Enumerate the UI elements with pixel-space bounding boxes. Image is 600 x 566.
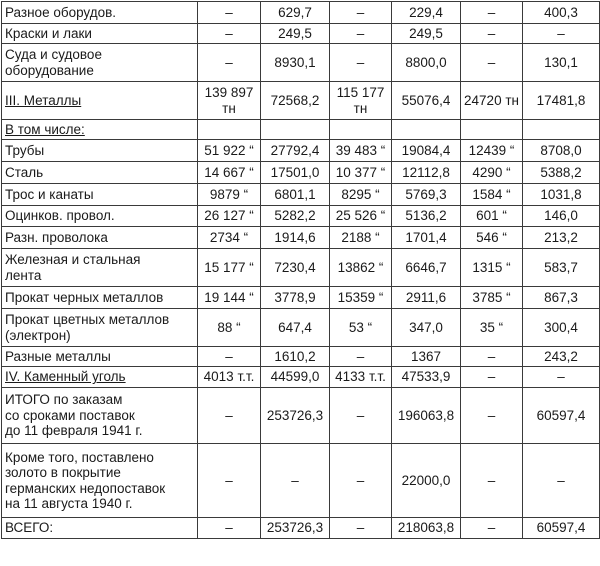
- quantity-cell: [461, 518, 523, 539]
- value-cell: [523, 287, 600, 309]
- quantity-value: –: [487, 407, 496, 423]
- value-cell: [523, 206, 600, 227]
- quantity-cell: [461, 309, 523, 347]
- quantity-value: –: [356, 54, 365, 70]
- quantity-cell: [461, 287, 523, 309]
- item-name-cell: [2, 367, 198, 388]
- quantity-cell: [330, 518, 392, 539]
- item-name: Суда и судовое оборудование: [5, 47, 102, 78]
- item-name: Трубы: [5, 142, 45, 158]
- value-cell: [523, 518, 600, 539]
- item-name-cell: [2, 388, 198, 444]
- quantity-cell: [330, 24, 392, 44]
- value-cell: [523, 444, 600, 518]
- value-cell: [261, 347, 330, 367]
- quantity-cell: [198, 82, 261, 120]
- item-name-cell: [2, 44, 198, 82]
- amount-value: 60597,4: [536, 407, 586, 423]
- quantity-cell: [198, 120, 261, 140]
- value-cell: [523, 367, 600, 388]
- table-row: [2, 44, 600, 82]
- item-name: ВСЕГО:: [5, 520, 54, 536]
- quantity-value: 15359 “: [337, 289, 384, 305]
- quantity-value: 10 377 “: [335, 164, 386, 180]
- value-cell: [392, 82, 461, 120]
- value-cell: [392, 120, 461, 140]
- item-name-cell: [2, 249, 198, 287]
- quantity-cell: [198, 184, 261, 206]
- quantity-value: 4133 т.т.: [335, 369, 386, 385]
- value-cell: [261, 287, 330, 309]
- quantity-value: –: [225, 520, 233, 536]
- table-row: [2, 367, 600, 388]
- quantity-value: 13862 “: [337, 259, 384, 275]
- amount-value: 583,7: [544, 259, 578, 275]
- quantity-value: 25 526 “: [335, 208, 386, 224]
- value-cell: [392, 309, 461, 347]
- value-cell: [523, 24, 600, 44]
- quantity-cell: [330, 206, 392, 227]
- value-cell: [523, 184, 600, 206]
- quantity-cell: [330, 227, 392, 249]
- amount-value: 300,4: [544, 319, 578, 335]
- value-cell: [261, 227, 330, 249]
- value-cell: [261, 162, 330, 184]
- item-name: Разные металлы: [5, 348, 111, 364]
- table-row: [2, 24, 600, 44]
- value-cell: [392, 249, 461, 287]
- quantity-value: 601 “: [476, 208, 507, 224]
- quantity-cell: [330, 309, 392, 347]
- value-cell: [523, 309, 600, 347]
- value-cell: [261, 518, 330, 539]
- item-name: Разное оборудов.: [5, 4, 117, 20]
- quantity-cell: [198, 347, 261, 367]
- amount-value: 249,5: [409, 25, 443, 41]
- quantity-value: –: [487, 348, 496, 364]
- quantity-value: 35 “: [479, 319, 504, 335]
- amount-value: 400,3: [544, 4, 578, 20]
- table-body: [2, 2, 600, 539]
- quantity-value: 2188 “: [341, 229, 380, 245]
- quantity-value: 1584 “: [472, 186, 511, 202]
- amount-value: 17501,0: [270, 164, 320, 180]
- item-name: Трос и канаты: [5, 186, 94, 202]
- amount-value: 12112,8: [402, 164, 450, 180]
- amount-value: 249,5: [278, 25, 312, 41]
- table-row: [2, 206, 600, 227]
- amount-value: 5388,2: [540, 164, 582, 180]
- quantity-value: –: [356, 348, 365, 364]
- amount-value: 1610,2: [274, 348, 316, 364]
- quantity-value: 9879 “: [209, 186, 249, 202]
- value-cell: [523, 347, 600, 367]
- amount-value: 5136,2: [405, 208, 447, 224]
- quantity-value: –: [225, 407, 233, 423]
- item-name-cell: [2, 518, 198, 539]
- quantity-cell: [461, 140, 523, 162]
- quantity-cell: [330, 347, 392, 367]
- item-name: ИТОГО по заказам со сроками поставок до 11 февраля 1941 г.: [5, 392, 143, 439]
- value-cell: [392, 444, 461, 518]
- quantity-cell: [198, 444, 261, 518]
- quantity-cell: [198, 2, 261, 24]
- quantity-value: 53 “: [348, 319, 373, 335]
- amount-value: 3778,9: [274, 289, 316, 305]
- value-cell: [523, 2, 600, 24]
- table-row: [2, 184, 600, 206]
- quantity-value: –: [225, 348, 233, 364]
- quantity-value: –: [487, 54, 496, 70]
- amount-value: 1701,4: [405, 229, 447, 245]
- amount-value: 8930,1: [274, 54, 316, 70]
- item-name: Железная и стальная лента: [5, 252, 141, 283]
- item-name: Прокат цветных металлов (электрон): [5, 312, 170, 343]
- item-name: В том числе:: [5, 121, 85, 137]
- quantity-value: 546 “: [476, 229, 507, 245]
- quantity-cell: [461, 249, 523, 287]
- amount-value: –: [557, 369, 565, 385]
- item-name-cell: [2, 82, 198, 120]
- quantity-value: 19 144 “: [204, 289, 254, 305]
- amount-value: 130,1: [544, 54, 578, 70]
- quantity-value: 3785 “: [472, 289, 511, 305]
- item-name: Прокат черных металлов: [5, 289, 164, 305]
- value-cell: [523, 162, 600, 184]
- quantity-cell: [198, 140, 261, 162]
- table-row: [2, 2, 600, 24]
- value-cell: [523, 249, 600, 287]
- value-cell: [261, 120, 330, 140]
- amount-value: 27792,4: [270, 142, 320, 158]
- quantity-value: –: [356, 407, 365, 423]
- amount-value: 6646,7: [405, 259, 447, 275]
- amount-value: 44599,0: [270, 369, 320, 385]
- amount-value: –: [291, 472, 299, 488]
- item-name-cell: [2, 184, 198, 206]
- quantity-cell: [461, 44, 523, 82]
- item-name: Кроме того, поставлено золото в покрытие германских недопоставок на 11 августа 1940 г.: [5, 449, 166, 511]
- quantity-value: –: [356, 520, 365, 536]
- quantity-cell: [198, 162, 261, 184]
- amount-value: 229,4: [409, 4, 443, 20]
- quantity-cell: [461, 367, 523, 388]
- amount-value: 55076,4: [401, 92, 451, 108]
- value-cell: [523, 388, 600, 444]
- amount-value: 17481,8: [536, 92, 586, 108]
- quantity-value: –: [487, 520, 496, 536]
- item-name-cell: [2, 347, 198, 367]
- quantity-value: –: [225, 4, 233, 20]
- quantity-value: –: [225, 25, 233, 41]
- value-cell: [523, 82, 600, 120]
- quantity-value: 26 127 “: [204, 208, 254, 224]
- table-row: [2, 120, 600, 140]
- value-cell: [392, 367, 461, 388]
- quantity-cell: [330, 120, 392, 140]
- value-cell: [392, 44, 461, 82]
- amount-value: 253726,3: [266, 520, 324, 536]
- amount-value: 196063,8: [397, 407, 455, 423]
- item-name-cell: [2, 2, 198, 24]
- quantity-value: 14 667 “: [204, 164, 254, 180]
- quantity-cell: [330, 444, 392, 518]
- quantity-cell: [198, 367, 261, 388]
- quantity-cell: [461, 82, 523, 120]
- quantity-cell: [461, 120, 523, 140]
- quantity-value: –: [225, 472, 233, 488]
- item-name: Краски и лаки: [5, 25, 92, 41]
- value-cell: [523, 227, 600, 249]
- value-cell: [392, 140, 461, 162]
- value-cell: [523, 44, 600, 82]
- quantity-value: 4290 “: [472, 164, 511, 180]
- quantity-cell: [330, 388, 392, 444]
- quantity-value: 1315 “: [472, 259, 511, 275]
- value-cell: [261, 24, 330, 44]
- amount-value: 8708,0: [540, 142, 582, 158]
- quantity-value: 51 922 “: [204, 142, 254, 158]
- value-cell: [261, 444, 330, 518]
- quantity-value: 115 177 тн: [336, 85, 385, 116]
- item-name: III. Металлы: [5, 92, 82, 108]
- quantity-value: 2734 “: [209, 229, 249, 245]
- quantity-cell: [330, 287, 392, 309]
- quantity-cell: [330, 162, 392, 184]
- amount-value: 22000,0: [401, 472, 451, 488]
- value-cell: [261, 2, 330, 24]
- quantity-value: –: [487, 4, 496, 20]
- amount-value: –: [557, 472, 565, 488]
- amount-value: 72568,2: [270, 92, 320, 108]
- amount-value: 7230,4: [274, 259, 316, 275]
- amount-value: 253726,3: [266, 407, 324, 423]
- table-row: [2, 162, 600, 184]
- item-name: Сталь: [5, 164, 44, 180]
- item-name-cell: [2, 206, 198, 227]
- amount-value: 5769,3: [405, 186, 447, 202]
- amount-value: 647,4: [278, 319, 312, 335]
- quantity-value: –: [356, 25, 365, 41]
- value-cell: [392, 388, 461, 444]
- table-row: [2, 347, 600, 367]
- amount-value: 2911,6: [405, 289, 447, 305]
- quantity-cell: [198, 309, 261, 347]
- amount-value: 1367: [410, 348, 442, 364]
- quantity-cell: [198, 388, 261, 444]
- quantity-cell: [198, 206, 261, 227]
- table-row: [2, 82, 600, 120]
- quantity-cell: [461, 206, 523, 227]
- quantity-value: 8295 “: [341, 186, 380, 202]
- table-row: [2, 249, 600, 287]
- value-cell: [261, 249, 330, 287]
- quantity-value: –: [356, 4, 365, 20]
- item-name: IV. Каменный уголь: [5, 369, 126, 385]
- value-cell: [392, 518, 461, 539]
- table-row: [2, 518, 600, 539]
- item-name-cell: [2, 24, 198, 44]
- quantity-cell: [461, 24, 523, 44]
- quantity-cell: [198, 227, 261, 249]
- quantity-cell: [330, 367, 392, 388]
- amount-value: 629,7: [278, 4, 312, 20]
- value-cell: [392, 227, 461, 249]
- quantity-cell: [461, 227, 523, 249]
- quantity-value: 139 897 тн: [204, 85, 254, 116]
- quantity-value: 15 177 “: [204, 259, 254, 275]
- item-name-cell: [2, 287, 198, 309]
- item-name-cell: [2, 227, 198, 249]
- amount-value: 867,3: [544, 289, 578, 305]
- item-name-cell: [2, 120, 198, 140]
- quantity-cell: [461, 162, 523, 184]
- quantity-value: –: [487, 369, 496, 385]
- item-name: Разн. проволока: [5, 229, 108, 245]
- value-cell: [392, 184, 461, 206]
- quantity-cell: [461, 2, 523, 24]
- quantity-cell: [330, 184, 392, 206]
- value-cell: [261, 206, 330, 227]
- value-cell: [523, 120, 600, 140]
- quantity-value: –: [225, 54, 233, 70]
- quantity-value: 88 “: [217, 319, 241, 335]
- item-name-cell: [2, 162, 198, 184]
- value-cell: [392, 2, 461, 24]
- table-row: [2, 309, 600, 347]
- quantity-cell: [198, 24, 261, 44]
- quantity-cell: [330, 140, 392, 162]
- value-cell: [261, 184, 330, 206]
- amount-value: 6801,1: [274, 186, 316, 202]
- quantity-cell: [461, 388, 523, 444]
- quantity-cell: [461, 184, 523, 206]
- amount-value: –: [557, 25, 565, 41]
- table-row: [2, 388, 600, 444]
- value-cell: [392, 162, 461, 184]
- quantity-cell: [198, 287, 261, 309]
- value-cell: [392, 24, 461, 44]
- quantity-value: –: [487, 472, 496, 488]
- quantity-cell: [330, 2, 392, 24]
- value-cell: [392, 347, 461, 367]
- amount-value: 347,0: [409, 319, 443, 335]
- amount-value: 5282,2: [274, 208, 316, 224]
- quantity-value: –: [356, 472, 365, 488]
- table-row: [2, 227, 600, 249]
- quantity-cell: [198, 249, 261, 287]
- amount-value: 213,2: [544, 229, 578, 245]
- quantity-cell: [330, 82, 392, 120]
- amount-value: 1031,8: [540, 186, 582, 202]
- amount-value: 19084,4: [401, 142, 451, 158]
- quantity-cell: [461, 347, 523, 367]
- amount-value: 47533,9: [401, 369, 451, 385]
- quantity-cell: [198, 44, 261, 82]
- value-cell: [392, 287, 461, 309]
- quantity-cell: [330, 44, 392, 82]
- value-cell: [523, 140, 600, 162]
- item-name: Оцинков. провол.: [5, 208, 115, 224]
- amount-value: 146,0: [544, 208, 578, 224]
- value-cell: [261, 309, 330, 347]
- item-name-cell: [2, 140, 198, 162]
- value-cell: [261, 44, 330, 82]
- quantity-value: 24720 тн: [464, 92, 519, 108]
- quantity-value: 39 483 “: [335, 142, 386, 158]
- value-cell: [261, 82, 330, 120]
- amount-value: 218063,8: [397, 520, 455, 536]
- amount-value: 8800,0: [405, 54, 447, 70]
- quantity-value: 4013 т.т.: [203, 369, 255, 385]
- quantity-cell: [461, 444, 523, 518]
- value-cell: [261, 388, 330, 444]
- item-name-cell: [2, 309, 198, 347]
- quantity-value: 12439 “: [468, 142, 515, 158]
- table-row: [2, 140, 600, 162]
- table-row: [2, 287, 600, 309]
- item-name-cell: [2, 444, 198, 518]
- amount-value: 60597,4: [536, 520, 586, 536]
- quantity-cell: [198, 518, 261, 539]
- value-cell: [261, 367, 330, 388]
- quantity-value: –: [487, 25, 496, 41]
- value-cell: [392, 206, 461, 227]
- value-cell: [261, 140, 330, 162]
- table-row: [2, 444, 600, 518]
- supply-table: [1, 1, 600, 539]
- quantity-cell: [330, 249, 392, 287]
- amount-value: 1914,6: [274, 229, 316, 245]
- amount-value: 243,2: [544, 348, 578, 364]
